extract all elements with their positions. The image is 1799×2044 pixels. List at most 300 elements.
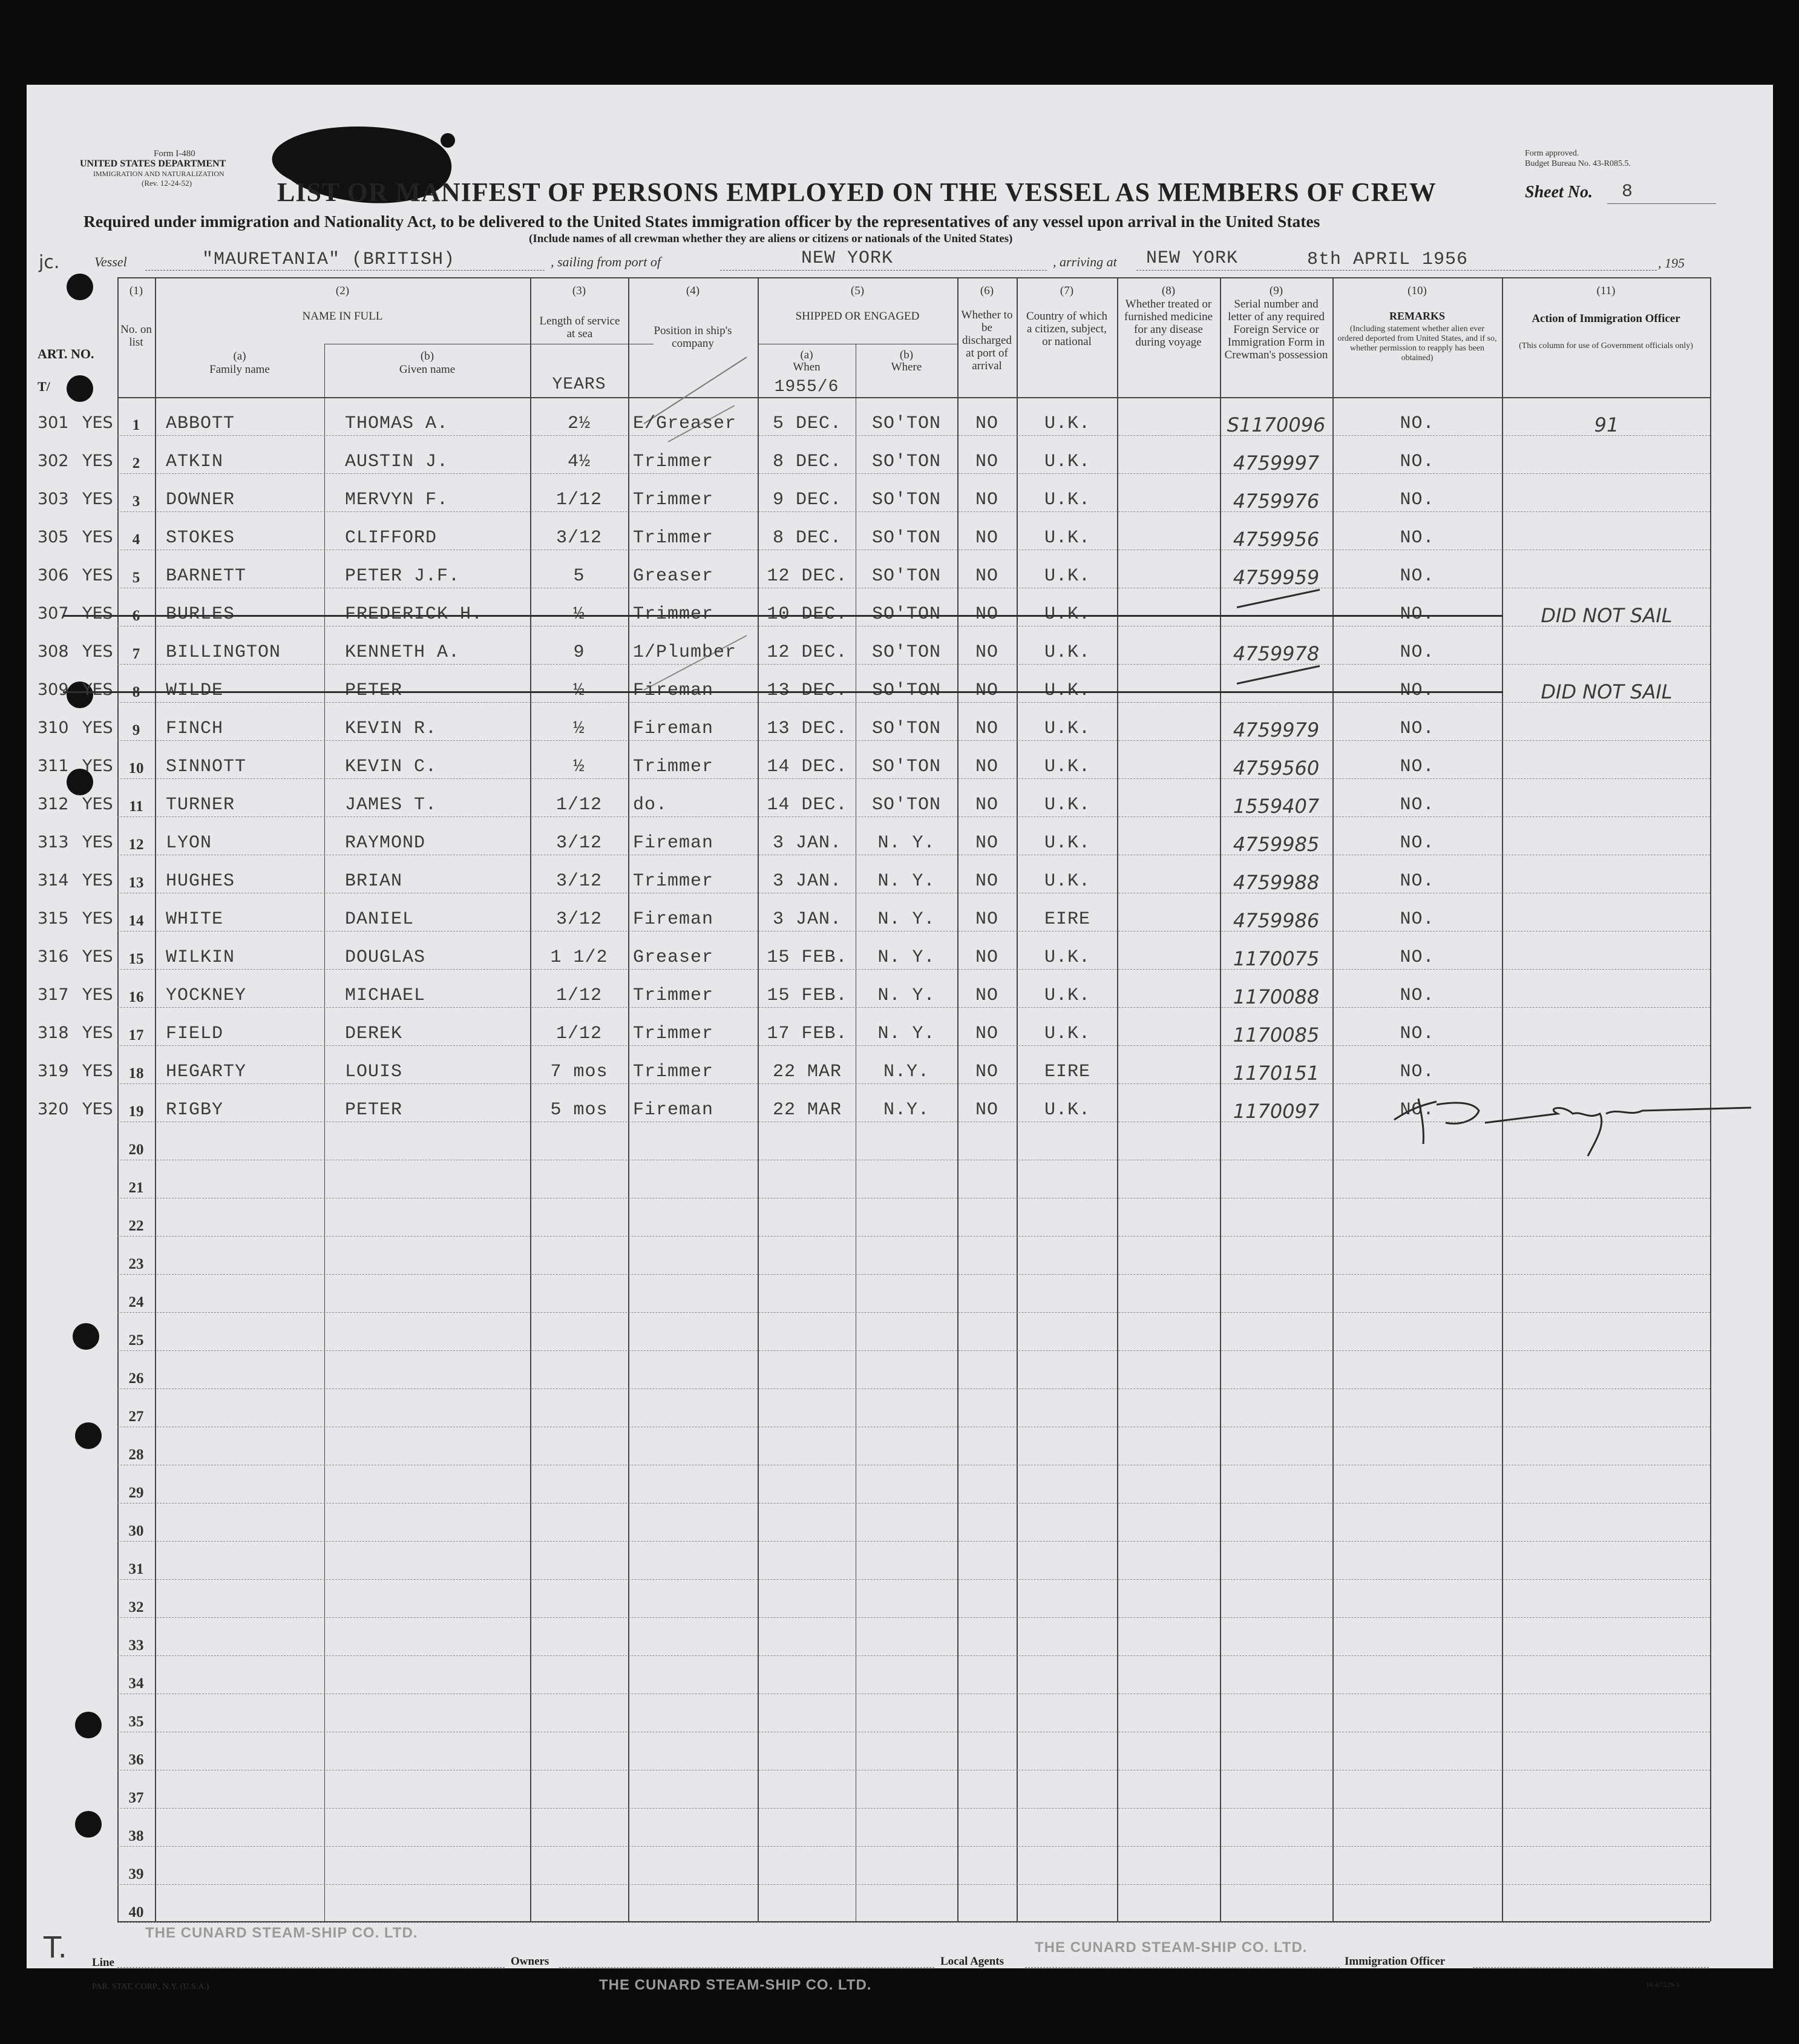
row-rule [117,1312,1710,1313]
corner-mark: T. [44,1931,67,1965]
col9-number: (9) [1269,284,1283,297]
country-cell: EIRE [1044,1062,1090,1082]
line-number: 15 [128,951,144,967]
col3-number: (3) [572,284,586,297]
discharge-cell: NO [975,452,998,472]
yes-mark: YES [82,1062,113,1080]
manifest-title: LIST OR MANIFEST OF PERSONS EMPLOYED ON THE VESSEL AS MEMBERS OF CREW [277,177,1437,207]
discharge-cell: NO [975,490,998,510]
when-cell: 8 DEC. [772,528,842,548]
discharge-cell: NO [975,1062,998,1082]
given-cell: THOMAS A. [345,413,449,434]
line-number: 23 [128,1256,144,1272]
binder-hole [75,1422,102,1449]
service-cell: ½ [573,718,585,739]
art-number: 312 [38,795,69,813]
col2a-number: (a) [233,350,246,363]
col3-unit: YEARS [552,375,606,394]
country-cell: U.K. [1044,680,1090,701]
line-number: 21 [128,1180,144,1196]
remarks-cell: NO. [1400,604,1435,625]
when-cell: 15 FEB. [767,947,848,968]
remarks-cell: NO. [1400,757,1435,777]
row-rule [117,1922,1710,1923]
discharge-cell: NO [975,871,998,892]
discharge-cell: NO [975,795,998,815]
discharge-cell: NO [975,985,998,1006]
line-number: 37 [128,1790,144,1806]
family-cell: HUGHES [166,871,235,892]
given-cell: DEREK [345,1024,403,1044]
given-cell: BRIAN [345,871,403,892]
crew-row [27,985,1773,1010]
action-cell: 91 [1594,413,1619,436]
line-number: 16 [128,989,144,1005]
where-cell: SO'TON [871,795,942,815]
crew-row [27,490,1773,514]
line-label: Line [92,1956,114,1969]
strike-line [63,615,1503,617]
remarks-cell: NO. [1400,795,1435,815]
position-cell: Trimmer [633,1024,714,1044]
col2-number: (2) [335,284,350,297]
family-cell: WILDE [166,680,224,701]
row-rule [117,1884,1710,1885]
action-cell: DID NOT SAIL [1541,680,1673,703]
crew-row [27,452,1773,476]
when-cell: 15 FEB. [767,985,848,1006]
given-cell: KEVIN C. [345,757,437,777]
yes-mark: YES [82,871,113,890]
yes-mark: YES [82,528,113,547]
country-cell: U.K. [1044,947,1090,968]
family-cell: RIGBY [166,1100,224,1120]
yes-mark: YES [82,566,113,585]
row-rule [117,1655,1710,1656]
where-cell: N. Y. [877,985,936,1006]
remarks-cell: NO. [1400,490,1435,510]
serial-cell: S1170096 [1227,413,1326,436]
where-cell: SO'TON [871,452,942,472]
col1-header: No. on list [120,323,152,349]
line-number: 10 [128,760,144,777]
family-cell: BURLES [166,604,235,625]
crew-row [27,833,1773,857]
when-cell: 12 DEC. [767,642,848,663]
when-cell: 10 DEC. [767,604,848,625]
discharge-cell: NO [975,642,998,663]
line-number: 4 [132,531,140,548]
col11-number: (11) [1596,284,1616,297]
country-cell: U.K. [1044,566,1090,587]
service-cell: 5 [573,566,585,587]
yes-mark: YES [82,947,113,966]
line-number: 30 [128,1523,144,1539]
binder-hole [75,1712,102,1738]
dept-line1: UNITED STATES DEPARTMENT [80,159,226,169]
family-cell: YOCKNEY [166,985,247,1006]
given-cell: PETER [345,680,403,701]
line-number: 17 [128,1027,144,1043]
art-number: 313 [38,833,69,852]
country-cell: U.K. [1044,604,1090,625]
binder-hole [67,274,93,300]
line-number: 14 [128,913,144,929]
when-cell: 22 MAR [772,1062,842,1082]
discharge-cell: NO [975,566,998,587]
given-cell: CLIFFORD [345,528,437,548]
col4-number: (4) [686,284,700,297]
serial-cell: 1170151 [1233,1062,1320,1085]
when-cell: 8 DEC. [772,452,842,472]
row-rule [117,1350,1710,1351]
line-number: 8 [132,684,140,700]
where-cell: N. Y. [877,1024,936,1044]
discharge-cell: NO [975,757,998,777]
crew-row [27,871,1773,895]
position-cell: Greaser [633,947,714,968]
discharge-cell: NO [975,833,998,853]
col3-header: Length of service at sea [539,315,620,340]
service-cell: 9 [573,642,585,663]
remarks-cell: NO. [1400,871,1435,892]
strike-line [63,691,1503,693]
line-number: 1 [132,417,140,433]
line-number: 18 [128,1065,144,1082]
yes-mark: YES [82,985,113,1004]
col2a-header: Family name [209,363,270,376]
serial-cell: 1170075 [1233,947,1320,970]
col1-number: (1) [129,284,143,297]
where-cell: N.Y. [883,1100,929,1120]
service-cell: 3/12 [555,833,602,853]
family-cell: TURNER [166,795,235,815]
crew-row [27,1062,1773,1086]
line-number: 11 [129,798,143,815]
art-number: 314 [38,871,69,890]
family-cell: WHITE [166,909,224,930]
given-cell: JAMES T. [345,795,437,815]
remarks-cell: NO. [1400,718,1435,739]
serial-cell: 1559407 [1233,795,1320,818]
family-cell: WILKIN [166,947,235,968]
art-number: 306 [38,566,69,585]
crew-row [27,795,1773,819]
serial-cell: 4759979 [1233,718,1320,741]
remarks-cell: NO. [1400,413,1435,434]
crew-row [27,947,1773,971]
col10-note: (Including statement whether alien ever ordered deported from United States, and if so, whether permission to reapply has been obtained) [1337,324,1497,363]
discharge-cell: NO [975,604,998,625]
required-statement: Required under immigration and Nationality Act, to be delivered to the United States immigration officer by the representatives of any vessel upon arrival in the United States [84,212,1320,231]
binder-hole [75,1811,102,1838]
where-cell: N. Y. [877,833,936,853]
when-cell: 12 DEC. [767,566,848,587]
col2b-header: Given name [399,363,456,376]
crew-row [27,909,1773,933]
where-cell: SO'TON [871,528,942,548]
serial-cell: 1170085 [1233,1024,1320,1047]
immigration-officer-label: Immigration Officer [1345,1955,1446,1968]
family-cell: LYON [166,833,212,853]
position-cell: Fireman [633,718,714,739]
when-cell: 22 MAR [772,1100,842,1120]
art-number: 316 [38,947,69,966]
serial-cell: 4759560 [1233,757,1320,780]
given-cell: RAYMOND [345,833,426,853]
crew-row [27,718,1773,743]
line-number: 38 [128,1828,144,1844]
given-cell: DANIEL [345,909,415,930]
when-cell: 3 JAN. [772,833,842,853]
row-rule [117,1541,1710,1542]
art-number: 301 [38,413,69,432]
remarks-cell: NO. [1400,985,1435,1006]
sheet-number: 8 [1622,182,1634,202]
given-cell: KENNETH A. [345,642,460,663]
col2-header: NAME IN FULL [302,310,383,323]
col2b-number: (b) [420,350,434,363]
include-note: (Include names of all crewman whether they are aliens or citizens or nationals of the United States) [529,232,1013,245]
row-rule [117,1274,1710,1275]
service-cell: 3/12 [555,528,602,548]
art-number: 305 [38,528,69,547]
line-number: 5 [132,570,140,586]
family-cell: FINCH [166,718,224,739]
service-cell: ½ [573,604,585,625]
service-cell: ½ [573,680,585,701]
given-cell: MERVYN F. [345,490,449,510]
serial-cell: 4759997 [1233,452,1320,475]
remarks-cell: NO. [1400,642,1435,663]
remarks-cell: NO. [1400,528,1435,548]
where-cell: SO'TON [871,490,942,510]
row-rule [117,1236,1710,1237]
vessel-name: "MAURETANIA" (BRITISH) [202,249,456,270]
serial-cell: 4759976 [1233,490,1320,513]
col5a-header: When [793,361,821,373]
art-number: 309 [38,680,69,699]
col5-number: (5) [850,284,865,297]
line-number: 12 [128,836,144,853]
when-cell: 9 DEC. [772,490,842,510]
country-cell: U.K. [1044,642,1090,663]
yes-mark: YES [82,413,113,432]
yes-mark: YES [82,452,113,470]
position-cell: Trimmer [633,452,714,472]
serial-cell: 1170097 [1233,1100,1320,1123]
yes-mark: YES [82,833,113,852]
position-cell: Trimmer [633,490,714,510]
service-cell: 1/12 [555,795,602,815]
service-cell: 5 mos [550,1100,608,1120]
yes-mark: YES [82,490,113,508]
service-cell: 1 1/2 [550,947,608,968]
art-number: 308 [38,642,69,661]
remarks-cell: NO. [1400,680,1435,701]
remarks-cell: NO. [1400,1062,1435,1082]
service-cell: 7 mos [550,1062,608,1082]
strike-serial [1237,589,1320,608]
where-cell: SO'TON [871,642,942,663]
vessel-label: Vessel [94,254,127,269]
crew-row [27,604,1773,628]
position-cell: Trimmer [633,871,714,892]
col10-header: REMARKS [1389,310,1445,322]
line-number: 6 [132,608,140,624]
discharge-cell: NO [975,413,998,434]
when-cell: 17 FEB. [767,1024,848,1044]
position-cell: Fireman [633,909,714,930]
art-number: 303 [38,490,69,508]
when-cell: 13 DEC. [767,680,848,701]
country-cell: U.K. [1044,528,1090,548]
t-label: T/ [38,379,50,394]
position-cell: do. [633,795,668,815]
remarks-cell: NO. [1400,452,1435,472]
col7-number: (7) [1060,284,1074,297]
art-number: 319 [38,1062,69,1080]
col5-header: SHIPPED OR ENGAGED [795,310,920,323]
yes-mark: YES [82,642,113,661]
form-approved: Form approved. [1525,149,1579,158]
cunard-stamp-owners: THE CUNARD STEAM-SHIP CO. LTD. [599,1977,872,1993]
line-number: 7 [132,646,140,662]
position-cell: Fireman [633,680,714,701]
line-number: 40 [128,1904,144,1921]
country-cell: U.K. [1044,413,1090,434]
line-number: 33 [128,1637,144,1654]
crew-row [27,757,1773,781]
col11-note: (This column for use of Government officials only) [1519,341,1693,350]
position-cell: Fireman [633,1100,714,1120]
year-suffix: , 195 [1658,255,1685,271]
where-cell: SO'TON [871,413,942,434]
discharge-cell: NO [975,909,998,930]
sailing-port: NEW YORK [801,248,894,269]
remarks-cell: NO. [1400,1024,1435,1044]
discharge-cell: NO [975,1024,998,1044]
art-number: 318 [38,1024,69,1042]
remarks-cell: NO. [1400,909,1435,930]
discharge-cell: NO [975,528,998,548]
sailing-label: , sailing from port of [551,254,661,269]
col8-header: Whether treated or furnished medicine for any disease during voyage [1124,298,1213,349]
yes-mark: YES [82,1024,113,1042]
budget-bureau: Budget Bureau No. 43-R085.5. [1525,159,1631,168]
discharge-cell: NO [975,718,998,739]
line-number: 9 [132,722,140,738]
art-number: 320 [38,1100,69,1119]
row-rule [117,1388,1710,1389]
discharge-cell: NO [975,1100,998,1120]
given-cell: LOUIS [345,1062,403,1082]
when-cell: 3 JAN. [772,909,842,930]
arrival-date: 8th APRIL 1956 [1307,249,1469,270]
country-cell: U.K. [1044,452,1090,472]
service-cell: 3/12 [555,871,602,892]
position-cell: Trimmer [633,1062,714,1082]
yes-mark: YES [82,795,113,813]
local-agents-label: Local Agents [940,1955,1004,1968]
binder-hole [67,375,93,402]
yes-mark: YES [82,680,113,699]
col8-number: (8) [1161,284,1176,297]
art-number: 310 [38,718,69,737]
col6-header: Whether to be discharged at port of arrival [961,309,1013,372]
discharge-cell: NO [975,680,998,701]
when-cell: 3 JAN. [772,871,842,892]
when-cell: 13 DEC. [767,718,848,739]
yes-mark: YES [82,718,113,737]
yes-mark: YES [82,1100,113,1119]
line-number: 35 [128,1714,144,1730]
serial-cell: 4759978 [1233,642,1320,665]
serial-cell: 4759959 [1233,566,1320,589]
remarks-cell: NO. [1400,1100,1435,1120]
line-number: 2 [132,455,140,472]
position-cell: E/Greaser [633,413,737,434]
country-cell: U.K. [1044,490,1090,510]
line-number: 29 [128,1485,144,1501]
row-rule [117,1808,1710,1809]
country-cell: U.K. [1044,1100,1090,1120]
where-cell: SO'TON [871,680,942,701]
family-cell: FIELD [166,1024,224,1044]
dept-line2: IMMIGRATION AND NATURALIZATION [93,169,224,178]
printer-line: PAR. STAT. CORP., N.Y. (U.S.A.) [92,1982,209,1991]
family-cell: ATKIN [166,452,224,472]
where-cell: SO'TON [871,566,942,587]
position-cell: Greaser [633,566,714,587]
col5b-header: Where [891,361,922,373]
officer-signature [1364,1083,1757,1168]
remarks-cell: NO. [1400,833,1435,853]
row-rule [117,1579,1710,1580]
serial-cell: 1170088 [1233,985,1320,1008]
position-cell: Trimmer [633,604,714,625]
jc-mark: jc. [39,252,60,273]
serial-cell: 4759956 [1233,528,1320,551]
form-rev: (Rev. 12-24-52) [142,179,192,188]
country-cell: U.K. [1044,871,1090,892]
col4-header: Position in ship's company [654,324,732,350]
service-cell: ½ [573,757,585,777]
cunard-stamp-line: THE CUNARD STEAM-SHIP CO. LTD. [145,1925,418,1941]
strike-serial [1237,665,1320,685]
position-cell: Fireman [633,833,714,853]
position-cell: Trimmer [633,528,714,548]
line-number: 24 [128,1294,144,1310]
given-cell: AUSTIN J. [345,452,449,472]
service-cell: 1/12 [555,490,602,510]
line-number: 34 [128,1675,144,1692]
family-cell: SINNOTT [166,757,247,777]
line-number: 36 [128,1752,144,1768]
where-cell: SO'TON [871,757,942,777]
country-cell: U.K. [1044,833,1090,853]
serial-cell: 4759988 [1233,871,1320,894]
given-cell: PETER [345,1100,403,1120]
art-number: 302 [38,452,69,470]
where-cell: SO'TON [871,718,942,739]
line-number: 39 [128,1866,144,1882]
line-number: 28 [128,1447,144,1463]
line-number: 22 [128,1218,144,1234]
position-cell: Trimmer [633,757,714,777]
form-number: Form I-480 [154,149,195,159]
country-cell: U.K. [1044,1024,1090,1044]
